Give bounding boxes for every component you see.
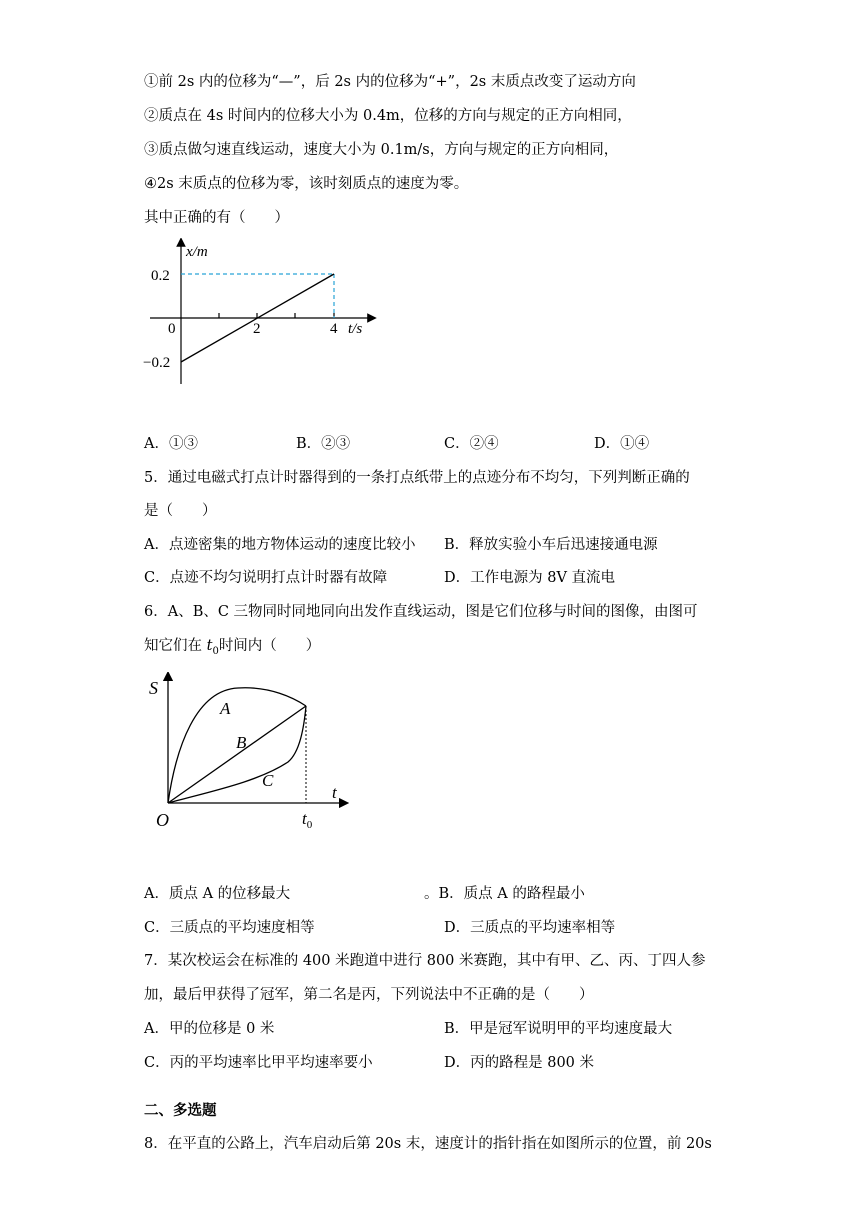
q6-curve-a-label: A [220,699,231,718]
q7-stem-line1: 7．某次校运会在标准的 400 米跑道中进行 800 米赛跑，其中有甲、乙、丙、丁四人参 [144,953,706,969]
q8-stem-line1: 8．在平直的公路上，汽车启动后第 20s 末，速度计的指针指在如图所示的位置，前 20s [144,1136,712,1152]
q6-stem-line2: 知它们在 $t_0$时间内（ ） [144,638,321,657]
q6-option-c: C．三质点的平均速度相等 [144,920,315,936]
q5-option-b: B．释放实验小车后迅速接通电源 [444,537,658,553]
q6-x-axis-label: t [332,783,337,802]
q7-stem-line2: 加，最后甲获得了冠军，第二名是丙，下列说法中不正确的是（ ） [144,987,594,1003]
q7-option-a: A．甲的位移是 0 米 [144,1021,275,1037]
q4-x-axis-label: t/s [348,321,363,337]
q6-option-d: D．三质点的平均速率相等 [444,920,616,936]
q4-option-c: C．②④ [444,436,499,452]
q4-statement-4: ④2s 末质点的位移为零，该时刻质点的速度为零。 [144,176,469,192]
q5-stem-line2: 是（ ） [144,503,217,519]
q5-option-a: A．点迹密集的地方物体运动的速度比较小 [144,537,416,553]
q4-option-d: D．①④ [594,436,650,452]
q6-origin-label: O [156,810,169,830]
q5-option-d: D．工作电源为 8V 直流电 [444,570,616,586]
q6-curve-b-label: B [236,733,247,752]
q7-option-c: C．丙的平均速率比甲平均速率要小 [144,1055,373,1071]
q5-stem-line1: 5．通过电磁式打点计时器得到的一条打点纸带上的点迹分布不均匀，下列判断正确的 [144,470,690,486]
q7-option-d: D．丙的路程是 800 米 [444,1055,595,1071]
q6-t0-label: $t_0$ [302,809,313,831]
q4-statement-3: ③质点做匀速直线运动，速度大小为 0.1m/s，方向与规定的正方向相同， [144,142,619,158]
q6-curve-c-label: C [262,771,274,790]
section-multiple-choice-title: 二、多选题 [144,1103,217,1119]
q4-y-tick-bottom: −0.2 [143,355,171,371]
q4-prompt: 其中正确的有（ ） [144,210,289,226]
q6-stem-line1: 6．A、B、C 三物同时同地同向出发作直线运动，图是它们位移与时间的图像，由图可 [144,604,698,620]
q4-option-a: A．①③ [144,436,198,452]
q4-statement-1: ①前 2s 内的位移为“—”，后 2s 内的位移为“+”，2s 末质点改变了运动方向 [144,74,636,90]
q6-st-graph [148,672,358,832]
q6-option-b: 。B．质点 A 的路程最小 [424,886,585,902]
q6-y-axis-label: S [149,678,158,698]
q4-x-tick-4: 4 [330,321,338,337]
q4-option-b: B．②③ [296,436,351,452]
q4-y-tick-top: 0.2 [151,268,170,284]
q4-origin-label: 0 [168,321,176,337]
q4-x-tick-2: 2 [253,321,261,337]
q5-option-c: C．点迹不均匀说明打点计时器有故障 [144,570,388,586]
q4-y-axis-label: x/m [186,244,208,260]
q7-option-b: B．甲是冠军说明甲的平均速度最大 [444,1021,673,1037]
q6-option-a: A．质点 A 的位移最大 [144,886,291,902]
q6-line-b [168,706,306,803]
q4-xt-graph [140,238,380,388]
q4-statement-2: ②质点在 4s 时间内的位移大小为 0.4m，位移的方向与规定的正方向相同， [144,108,632,124]
q6-t0-var: t [206,638,213,654]
